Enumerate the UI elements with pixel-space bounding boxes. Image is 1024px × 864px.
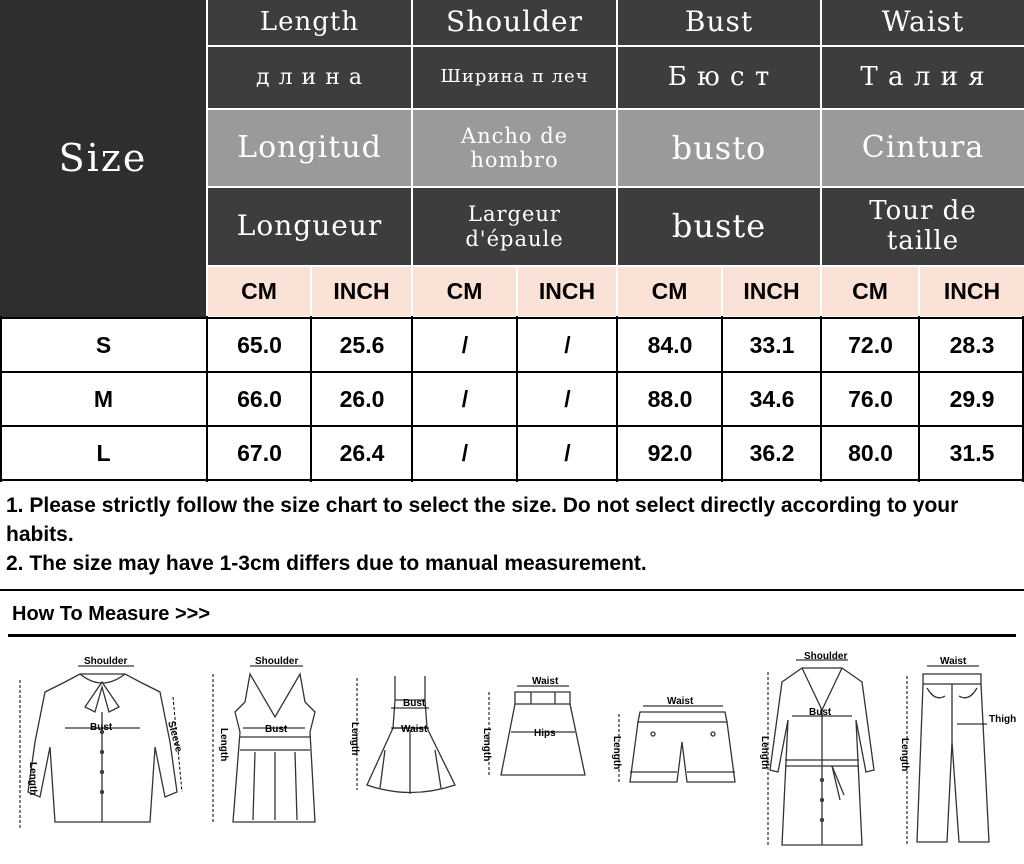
table-cell: 31.5 bbox=[949, 439, 995, 466]
measure-divider bbox=[8, 634, 1016, 637]
size-cell: M bbox=[93, 385, 114, 412]
label-waist-5: Waist bbox=[667, 696, 694, 707]
length-header-es: Longitud bbox=[208, 110, 411, 186]
waist-header-ru: Т а л и я bbox=[822, 47, 1024, 108]
shoulder-header-fr: Largeur d'épaule bbox=[413, 188, 616, 265]
table-cell: 26.0 bbox=[339, 385, 385, 412]
coat-figure bbox=[752, 650, 892, 855]
table-cell: 92.0 bbox=[647, 439, 693, 466]
label-sleeve-1: Sleeve bbox=[165, 719, 184, 754]
bust-header-es: busto bbox=[618, 110, 820, 186]
table-cell: 66.0 bbox=[237, 385, 282, 412]
label-length-2: Length bbox=[218, 728, 229, 762]
shoulder-header-es: Ancho de hombro bbox=[413, 110, 616, 186]
table-cell: 84.0 bbox=[647, 331, 693, 358]
table-cell: / bbox=[564, 331, 571, 358]
dress-figure bbox=[345, 670, 465, 855]
measure-title: How To Measure >>> bbox=[12, 603, 211, 625]
jeans-figure bbox=[895, 652, 1020, 852]
label-shoulder-2: Shoulder bbox=[255, 656, 299, 667]
label-shoulder-1: Shoulder bbox=[84, 656, 128, 667]
label-thigh-7: Thigh bbox=[989, 714, 1017, 725]
label-waist-7: Waist bbox=[940, 656, 967, 667]
label-length-5: Length bbox=[611, 736, 622, 770]
skirt-figure bbox=[475, 670, 600, 790]
bust-header-fr: buste bbox=[618, 188, 820, 265]
waist-unit-inch: INCH bbox=[920, 267, 1024, 316]
shoulder-unit-cm: CM bbox=[413, 267, 516, 316]
table-cell: 29.9 bbox=[949, 385, 995, 412]
waist-header-fr: Tour de taille bbox=[822, 188, 1024, 265]
length-header-ru: д л и н а bbox=[208, 47, 411, 108]
table-cell: 28.3 bbox=[949, 331, 995, 358]
table-cell: 65.0 bbox=[237, 331, 282, 358]
waist-header-es: Cintura bbox=[822, 110, 1024, 186]
table-cell: 36.2 bbox=[749, 439, 795, 466]
size-label: Size bbox=[58, 136, 148, 181]
length-unit-inch: INCH bbox=[312, 267, 411, 316]
note-2: 2. The size may have 1-3cm differs due to manual measurement. bbox=[6, 552, 647, 575]
shoulder-unit-inch: INCH bbox=[518, 267, 616, 316]
label-length-7: Length bbox=[899, 738, 910, 772]
table-cell: / bbox=[564, 439, 571, 466]
note-1: 1. Please strictly follow the size chart to select the size. Do not select directly according to your habits. bbox=[6, 494, 959, 546]
label-length-1: Length bbox=[27, 762, 38, 796]
label-length-6: Length bbox=[759, 736, 770, 770]
length-header-fr: Longueur bbox=[208, 188, 411, 265]
label-length-3: Length bbox=[349, 722, 360, 756]
length-unit-cm: CM bbox=[208, 267, 310, 316]
shoulder-header-en: Shoulder bbox=[413, 0, 616, 45]
table-cell: / bbox=[461, 331, 469, 358]
size-cell: S bbox=[95, 331, 112, 358]
waist-header-en: Waist bbox=[822, 0, 1024, 45]
table-cell: 72.0 bbox=[848, 331, 893, 358]
table-cell: 88.0 bbox=[647, 385, 693, 412]
label-bust-1: Bust bbox=[90, 722, 113, 733]
blouse-figure bbox=[10, 652, 200, 852]
label-shoulder-6: Shoulder bbox=[804, 651, 848, 662]
table-grid bbox=[0, 316, 1024, 482]
table-cell: 80.0 bbox=[848, 439, 893, 466]
shorts-figure bbox=[605, 690, 745, 800]
size-chart bbox=[0, 0, 1024, 318]
label-length-4: Length bbox=[481, 728, 492, 762]
bust-unit-inch: INCH bbox=[723, 267, 820, 316]
label-bust-6: Bust bbox=[809, 707, 832, 718]
table-cell: 33.1 bbox=[749, 331, 795, 358]
label-bust-3: Bust bbox=[403, 698, 426, 709]
size-cell: L bbox=[96, 439, 111, 466]
table-cell: 67.0 bbox=[237, 439, 282, 466]
label-hips-4: Hips bbox=[534, 728, 556, 739]
table-cell: 76.0 bbox=[848, 385, 893, 412]
waist-unit-cm: CM bbox=[822, 267, 918, 316]
table-cell: 34.6 bbox=[749, 385, 795, 412]
length-header-en: Length bbox=[208, 0, 411, 45]
table-cell: / bbox=[564, 385, 571, 412]
table-cell: / bbox=[461, 439, 469, 466]
table-cell: 26.4 bbox=[339, 439, 385, 466]
label-waist-3: Waist bbox=[401, 724, 428, 735]
top-figure bbox=[205, 652, 335, 852]
bust-unit-cm: CM bbox=[618, 267, 721, 316]
notes bbox=[0, 481, 1024, 591]
table-cell: / bbox=[461, 385, 469, 412]
label-bust-2: Bust bbox=[265, 724, 288, 735]
label-waist-4: Waist bbox=[532, 676, 559, 687]
bust-header-en: Bust bbox=[618, 0, 820, 45]
shoulder-header-ru: Ширина п леч bbox=[413, 47, 616, 108]
bust-header-ru: Б ю с т bbox=[618, 47, 820, 108]
size-header bbox=[0, 0, 206, 318]
table-cell: 25.6 bbox=[339, 331, 385, 358]
